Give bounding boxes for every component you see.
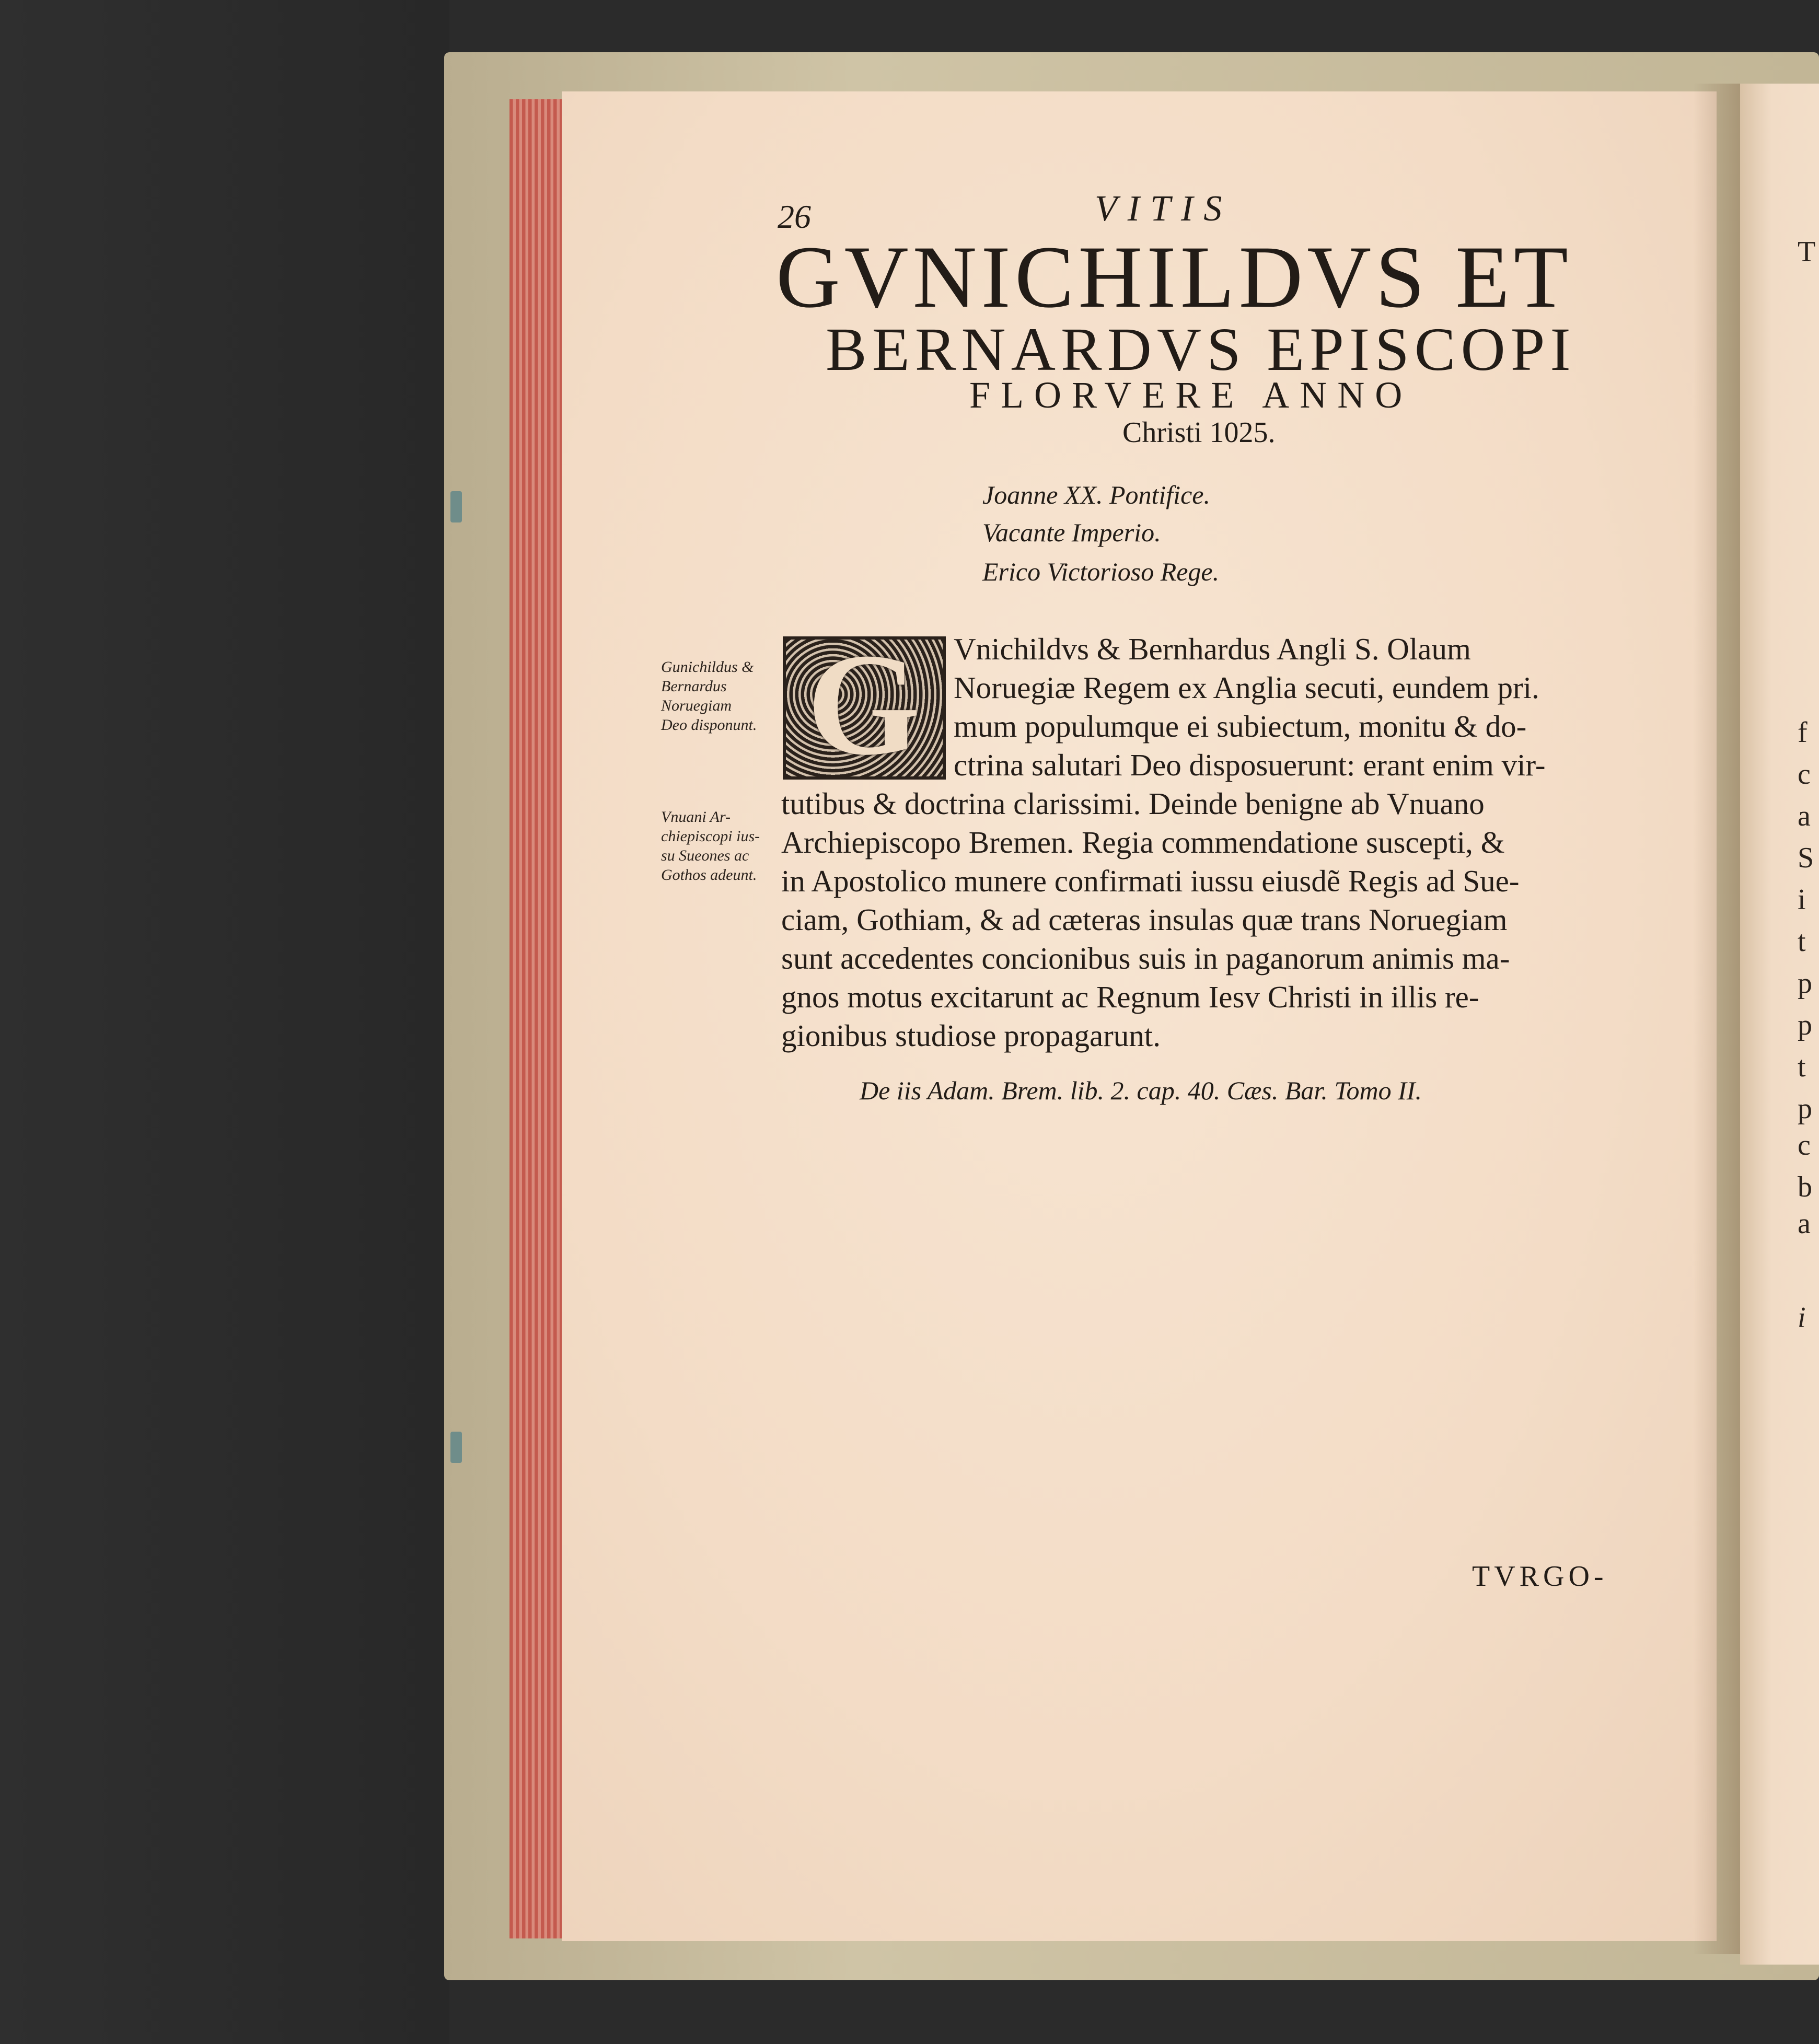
body-line: ctrina salutari Deo disposuerunt: erant enim vir- xyxy=(954,748,1546,782)
reign-line: Vacante Imperio. xyxy=(982,518,1161,547)
reign-line: Erico Victorioso Rege. xyxy=(982,557,1220,586)
margin-note-line: Gunichildus & xyxy=(661,658,754,676)
body-line: sunt accedentes concionibus suis in paganorum animis ma- xyxy=(781,941,1510,975)
page-number: 26 xyxy=(778,198,811,235)
right-page-letter: a xyxy=(1798,800,1811,832)
right-page-letter: T xyxy=(1798,236,1816,268)
right-page-letter: t xyxy=(1798,1051,1806,1083)
body-line: Noruegiæ Regem ex Anglia secuti, eundem pri. xyxy=(954,670,1539,705)
right-page-letter: p xyxy=(1798,967,1812,1000)
margin-note-line: chiepiscopi ius- xyxy=(661,828,760,845)
body-line: mum populumque ei subiectum, monitu & do- xyxy=(954,709,1527,744)
body-line: gnos motus excitarunt ac Regnum Iesv Christi in illis re- xyxy=(781,980,1479,1014)
right-page-letter: i xyxy=(1798,1302,1806,1334)
margin-note-line: Bernardus xyxy=(661,678,727,695)
right-page-letter: S xyxy=(1798,842,1814,874)
clasp-icon xyxy=(450,491,462,522)
margin-note-line: su Sueones ac xyxy=(661,847,749,864)
body-line: ciam, Gothiam, & ad cæteras insulas quæ trans Noruegiam xyxy=(781,902,1508,937)
margin-note-line: Noruegiam xyxy=(661,697,732,714)
chapter-title-line-3: FLORVERE ANNO xyxy=(969,374,1413,416)
clasp-icon xyxy=(450,1432,462,1463)
chapter-title-line-4: Christi 1025. xyxy=(1122,416,1276,449)
right-page-letter: p xyxy=(1798,1093,1812,1125)
right-page-letter: t xyxy=(1798,925,1806,958)
initial-letter: G xyxy=(807,636,921,780)
page-edges xyxy=(509,99,562,1938)
chapter-title-line-1: GVNICHILDVS ET xyxy=(776,228,1572,326)
right-page-letter: p xyxy=(1798,1009,1812,1041)
body-line: gionibus studiose propagarunt. xyxy=(781,1018,1161,1053)
right-page-letter: f xyxy=(1798,716,1808,749)
right-page-letter: b xyxy=(1798,1171,1812,1203)
body-line: tutibus & doctrina clarissimi. Deinde benigne ab Vnuano xyxy=(781,786,1485,821)
decorated-initial xyxy=(783,636,946,780)
chapter-title-line-2: BERNARDVS EPISCOPI xyxy=(826,315,1576,384)
body-line: Vnichildvs & Bernhardus Angli S. Olaum xyxy=(954,632,1471,666)
reign-line: Joanne XX. Pontifice. xyxy=(982,480,1210,509)
right-page-letter: i xyxy=(1798,884,1806,916)
reference-note: De iis Adam. Brem. lib. 2. cap. 40. Cæs. Bar. Tomo II. xyxy=(860,1076,1422,1105)
background xyxy=(0,0,449,2044)
catchword: TVRGO- xyxy=(1472,1560,1608,1593)
running-head: VITIS xyxy=(1095,189,1233,229)
margin-note-1 xyxy=(661,657,757,735)
right-page-letter: c xyxy=(1798,1129,1811,1162)
margin-note-line: Deo disponunt. xyxy=(661,716,757,734)
margin-note-line: Gothos adeunt. xyxy=(661,866,757,884)
body-line: Archiepiscopo Bremen. Regia commendatione suscepti, & xyxy=(781,825,1505,860)
margin-note-2 xyxy=(661,807,760,885)
right-page-letter: c xyxy=(1798,758,1811,791)
margin-note-line: Vnuani Ar- xyxy=(661,808,731,826)
right-page-letter: a xyxy=(1798,1207,1811,1240)
body-line: in Apostolico munere confirmati iussu eiusdẽ Regis ad Sue- xyxy=(781,864,1520,898)
